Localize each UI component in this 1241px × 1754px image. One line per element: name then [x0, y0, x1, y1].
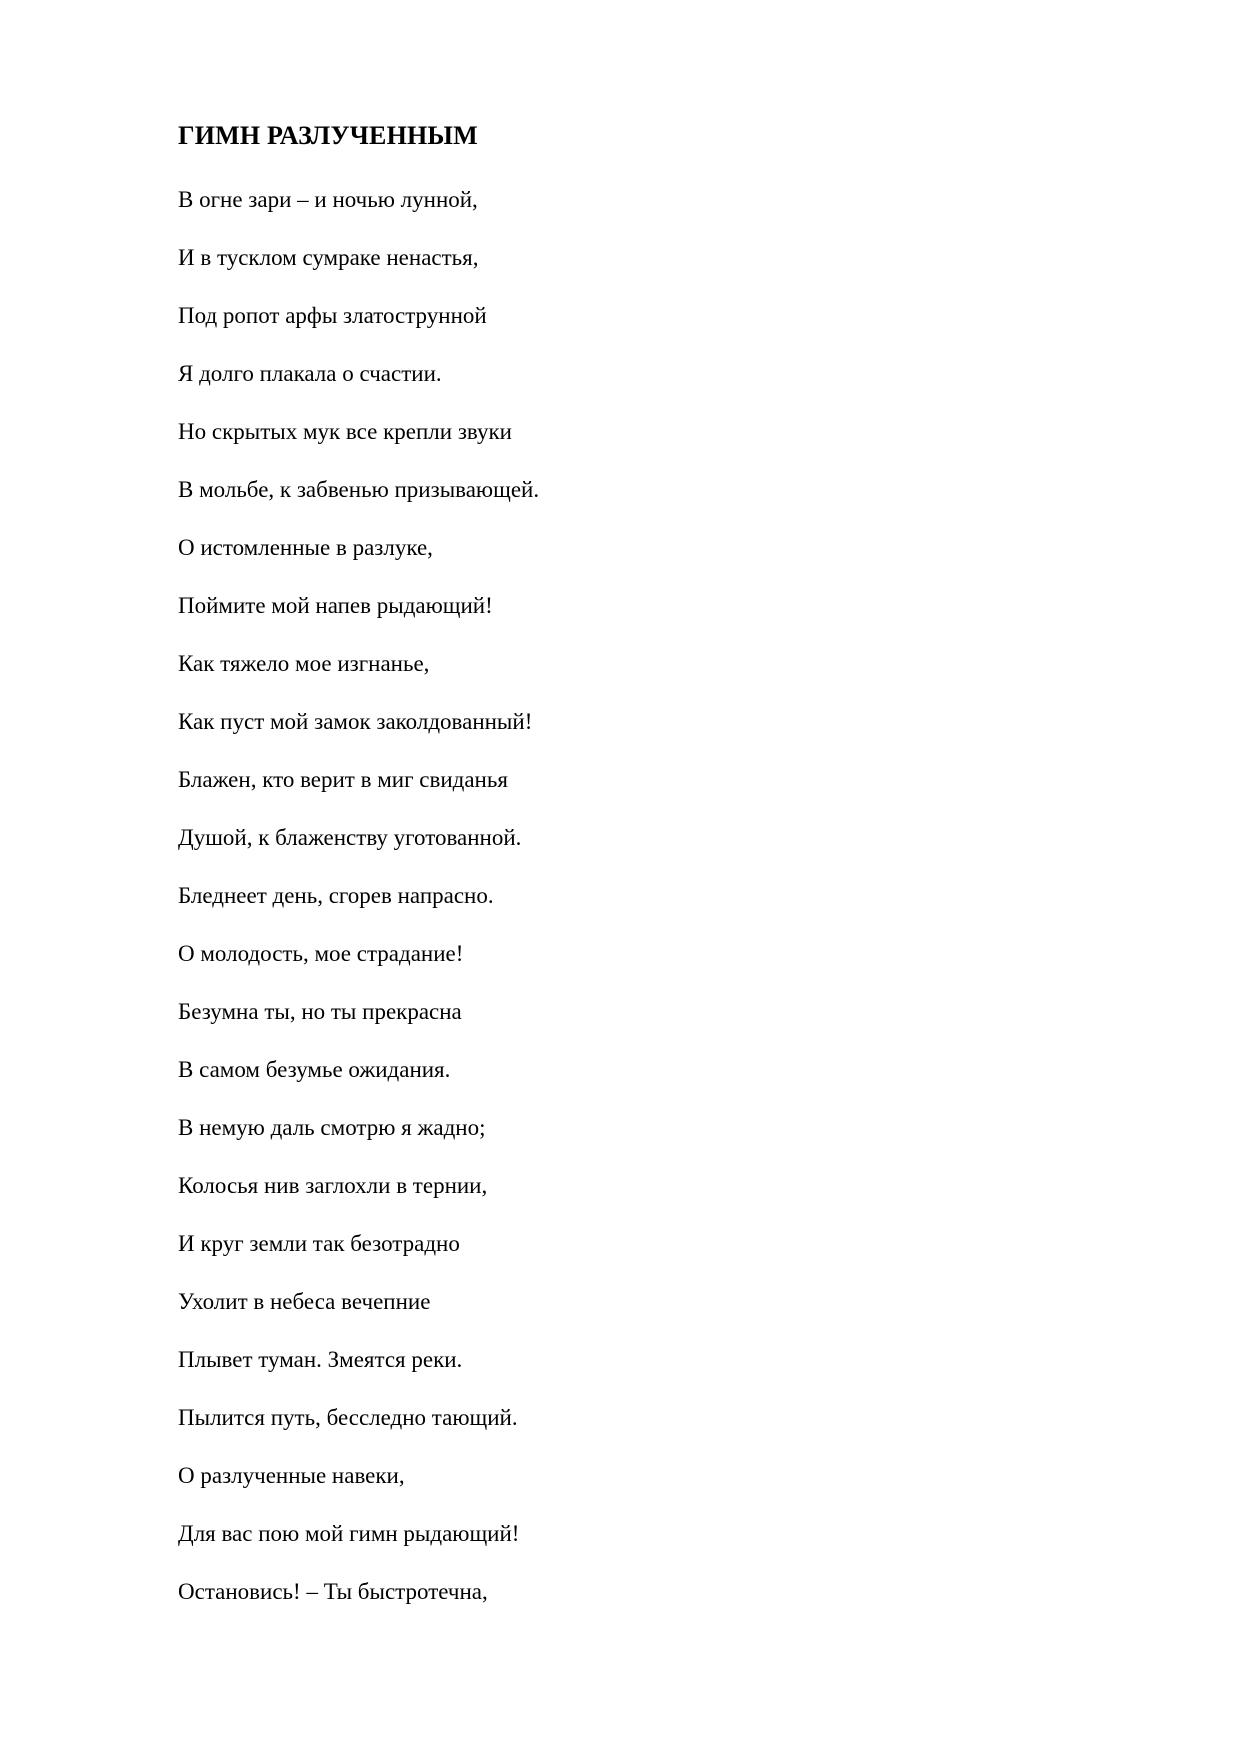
poem-line: Поймите мой напев рыдающий!: [178, 593, 493, 618]
poem-line: Для вас пою мой гимн рыдающий!: [178, 1521, 520, 1546]
poem-line: Колосья нив заглохли в тернии,: [178, 1173, 488, 1198]
poem-line: Душой, к блаженству уготованной.: [178, 825, 522, 850]
poem-line: В огне зари – и ночью лунной,: [178, 187, 478, 212]
poem-line: Под ропот арфы златострунной: [178, 303, 487, 328]
poem-line: Как пуст мой замок заколдованный!: [178, 709, 533, 734]
poem-lines: [178, 171, 1078, 1621]
poem-line: Блажен, кто верит в миг свиданья: [178, 767, 508, 792]
poem-line: Пылится путь, бесследно тающий.: [178, 1405, 518, 1430]
poem-line: О истомленные в разлуке,: [178, 535, 433, 560]
poem-line: В немую даль смотрю я жадно;: [178, 1115, 486, 1140]
poem-line: Бледнеет день, сгорев напрасно.: [178, 883, 494, 908]
poem-line: Я долго плакала о счастии.: [178, 361, 442, 386]
poem-line: Ухолит в небеса вечепние: [178, 1289, 431, 1314]
poem-line: Безумна ты, но ты прекрасна: [178, 999, 462, 1024]
poem-line: Но скрытых мук все крепли звуки: [178, 419, 512, 444]
poem-line: Плывет туман. Змеятся реки.: [178, 1347, 463, 1372]
poem-line: О молодость, мое страдание!: [178, 941, 464, 966]
poem-line: В мольбе, к забвенью призывающей.: [178, 477, 540, 502]
poem-line: В самом безумье ожидания.: [178, 1057, 451, 1082]
poem-line: О разлученные навеки,: [178, 1463, 405, 1488]
poem: [178, 116, 1078, 1621]
poem-line: И круг земли так безотрадно: [178, 1231, 460, 1256]
poem-line: И в тусклом сумраке ненастья,: [178, 245, 479, 270]
poem-line: Остановись! – Ты быстротечна,: [178, 1579, 488, 1604]
poem-line: Как тяжело мое изгнанье,: [178, 651, 430, 676]
poem-title: ГИМН РАЗЛУЧЕННЫМ: [178, 121, 478, 150]
